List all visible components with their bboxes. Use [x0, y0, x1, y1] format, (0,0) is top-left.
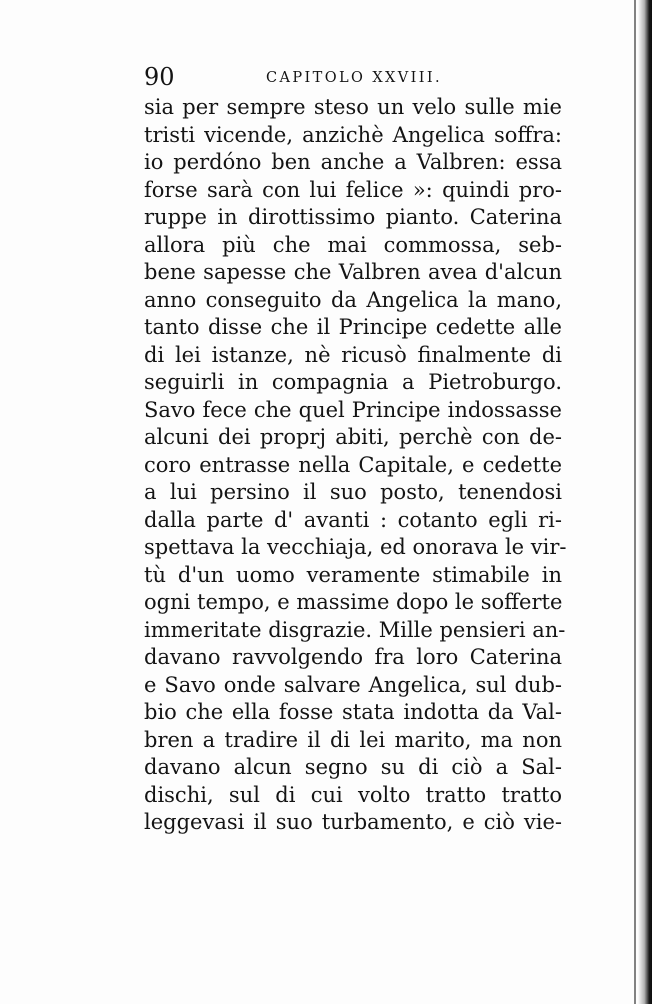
- binding-shadow-line: [634, 0, 636, 1004]
- text-line: bio che ella fosse stata indotta da Val-: [144, 700, 562, 724]
- text-line: ruppe in dirottissimo pianto. Caterina: [144, 205, 562, 229]
- text-line: seguirli in compagnia a Pietroburgo.: [144, 370, 562, 394]
- text-line: immeritate disgrazie. Mille pensieri an-: [144, 617, 566, 642]
- text-line: leggevasi il suo turbamento, e ciò vie-: [144, 810, 562, 834]
- text-line: Savo fece che quel Principe indossasse: [144, 397, 562, 422]
- text-line: tù d'un uomo veramente stimabile in: [144, 562, 562, 587]
- text-line: e Savo onde salvare Angelica, sul dub-: [144, 672, 562, 697]
- text-line: alcuni dei proprj abiti, perchè con de-: [144, 425, 562, 449]
- text-line: coro entrasse nella Capitale, e cedette: [144, 452, 562, 477]
- text-line: allora più che mai commossa, seb-: [144, 232, 562, 257]
- text-line: ogni tempo, e massime dopo le sofferte: [144, 590, 563, 614]
- text-line: dischi, sul di cui volto tratto tratto: [144, 782, 562, 807]
- text-line: bren a tradire il di lei marito, ma non: [144, 727, 562, 752]
- text-line: davano ravvolgendo fra loro Caterina: [144, 645, 562, 669]
- page-number: 90: [144, 63, 175, 91]
- text-line: sia per sempre steso un velo sulle mie: [144, 95, 562, 119]
- chapter-title: CAPITOLO XXVIII.: [266, 70, 443, 86]
- text-line: davano alcun segno su di ciò a Sal-: [144, 755, 562, 779]
- text-line: io perdóno ben anche a Valbren: essa: [144, 150, 562, 174]
- text-line: tristi vicende, anzichè Angelica soffra:: [144, 122, 562, 147]
- text-line: bene sapesse che Valbren avea d'alcun: [144, 260, 562, 284]
- text-line: spettava la vecchiaja, ed onorava le vir-: [144, 535, 567, 559]
- text-line: a lui persino il suo posto, tenendosi: [144, 480, 562, 504]
- running-head: [144, 62, 574, 92]
- text-line: dalla parte d' avanti : cotanto egli ri-: [144, 507, 562, 532]
- book-binding-edge: [638, 0, 652, 1004]
- text-line: forse sarà con lui felice »: quindi pro-: [144, 177, 562, 202]
- text-line: tanto disse che il Principe cedette alle: [144, 315, 562, 339]
- text-line: di lei istanze, nè ricusò finalmente di: [144, 342, 562, 367]
- text-line: anno conseguito da Angelica la mano,: [144, 287, 562, 312]
- body-text: [144, 94, 567, 837]
